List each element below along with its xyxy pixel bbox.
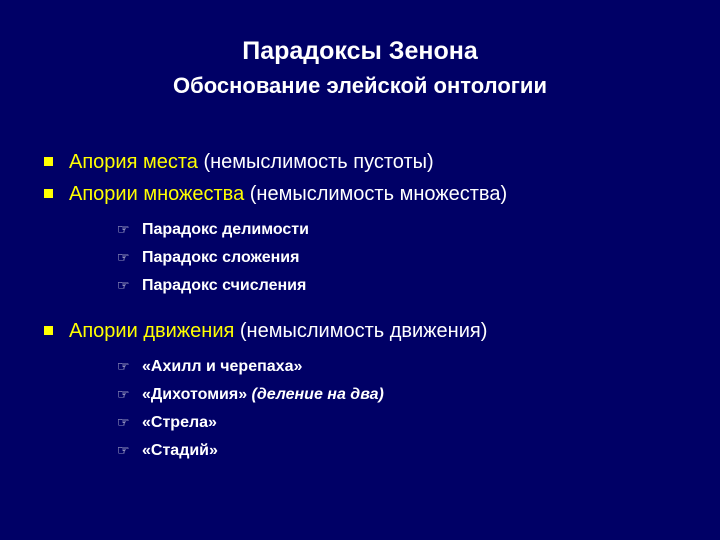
sub-item-text: Парадокс делимости	[142, 221, 309, 238]
list-item-aporia-place	[44, 146, 694, 178]
pointing-hand-icon: ☞	[117, 387, 130, 403]
slide-subtitle: Обоснование элейской онтологии	[173, 73, 547, 98]
pointing-hand-icon: ☞	[117, 443, 130, 459]
square-bullet-icon	[44, 189, 53, 198]
sub-item-text	[142, 381, 384, 409]
sub-item-text: Парадокс сложения	[142, 249, 300, 266]
sub-item	[44, 437, 694, 465]
list-item-rest: (немыслимость множества)	[244, 183, 508, 205]
list-item-rest: (немыслимость пустоты)	[197, 151, 434, 173]
slide-title: Парадоксы Зенона	[242, 37, 478, 65]
sub-item-main: «Дихотомия»	[142, 386, 248, 403]
sub-item	[44, 244, 694, 272]
pointing-hand-icon: ☞	[117, 222, 130, 238]
list-item-text	[69, 178, 507, 210]
square-bullet-icon	[44, 326, 53, 335]
sub-item	[44, 216, 694, 244]
pointing-hand-icon: ☞	[117, 278, 130, 294]
sub-item-text: «Стадий»	[142, 442, 218, 459]
list-item-aporia-motion	[44, 315, 694, 347]
sub-item-text: «Стрела»	[142, 414, 217, 431]
sub-item	[44, 381, 694, 409]
sub-item	[44, 272, 694, 300]
sub-item	[44, 409, 694, 437]
list-item-rest: (немыслимость движения)	[234, 320, 488, 342]
pointing-hand-icon: ☞	[117, 415, 130, 431]
square-bullet-icon	[44, 157, 53, 166]
list-item-text	[69, 146, 434, 178]
pointing-hand-icon: ☞	[117, 250, 130, 266]
list-item-highlight: Апории движения	[69, 320, 235, 342]
pointing-hand-icon: ☞	[117, 359, 130, 375]
list-item-highlight: Апории множества	[69, 183, 245, 205]
bullet-list	[44, 146, 694, 465]
list-item-text	[69, 315, 487, 347]
sub-item	[44, 353, 694, 381]
sub-item-note: (деление на два)	[247, 386, 384, 403]
sub-item-text: «Ахилл и черепаха»	[142, 358, 303, 375]
list-item-highlight: Апория места	[69, 151, 198, 173]
list-item-aporia-plurality	[44, 178, 694, 210]
sub-item-text: Парадокс счисления	[142, 277, 307, 294]
